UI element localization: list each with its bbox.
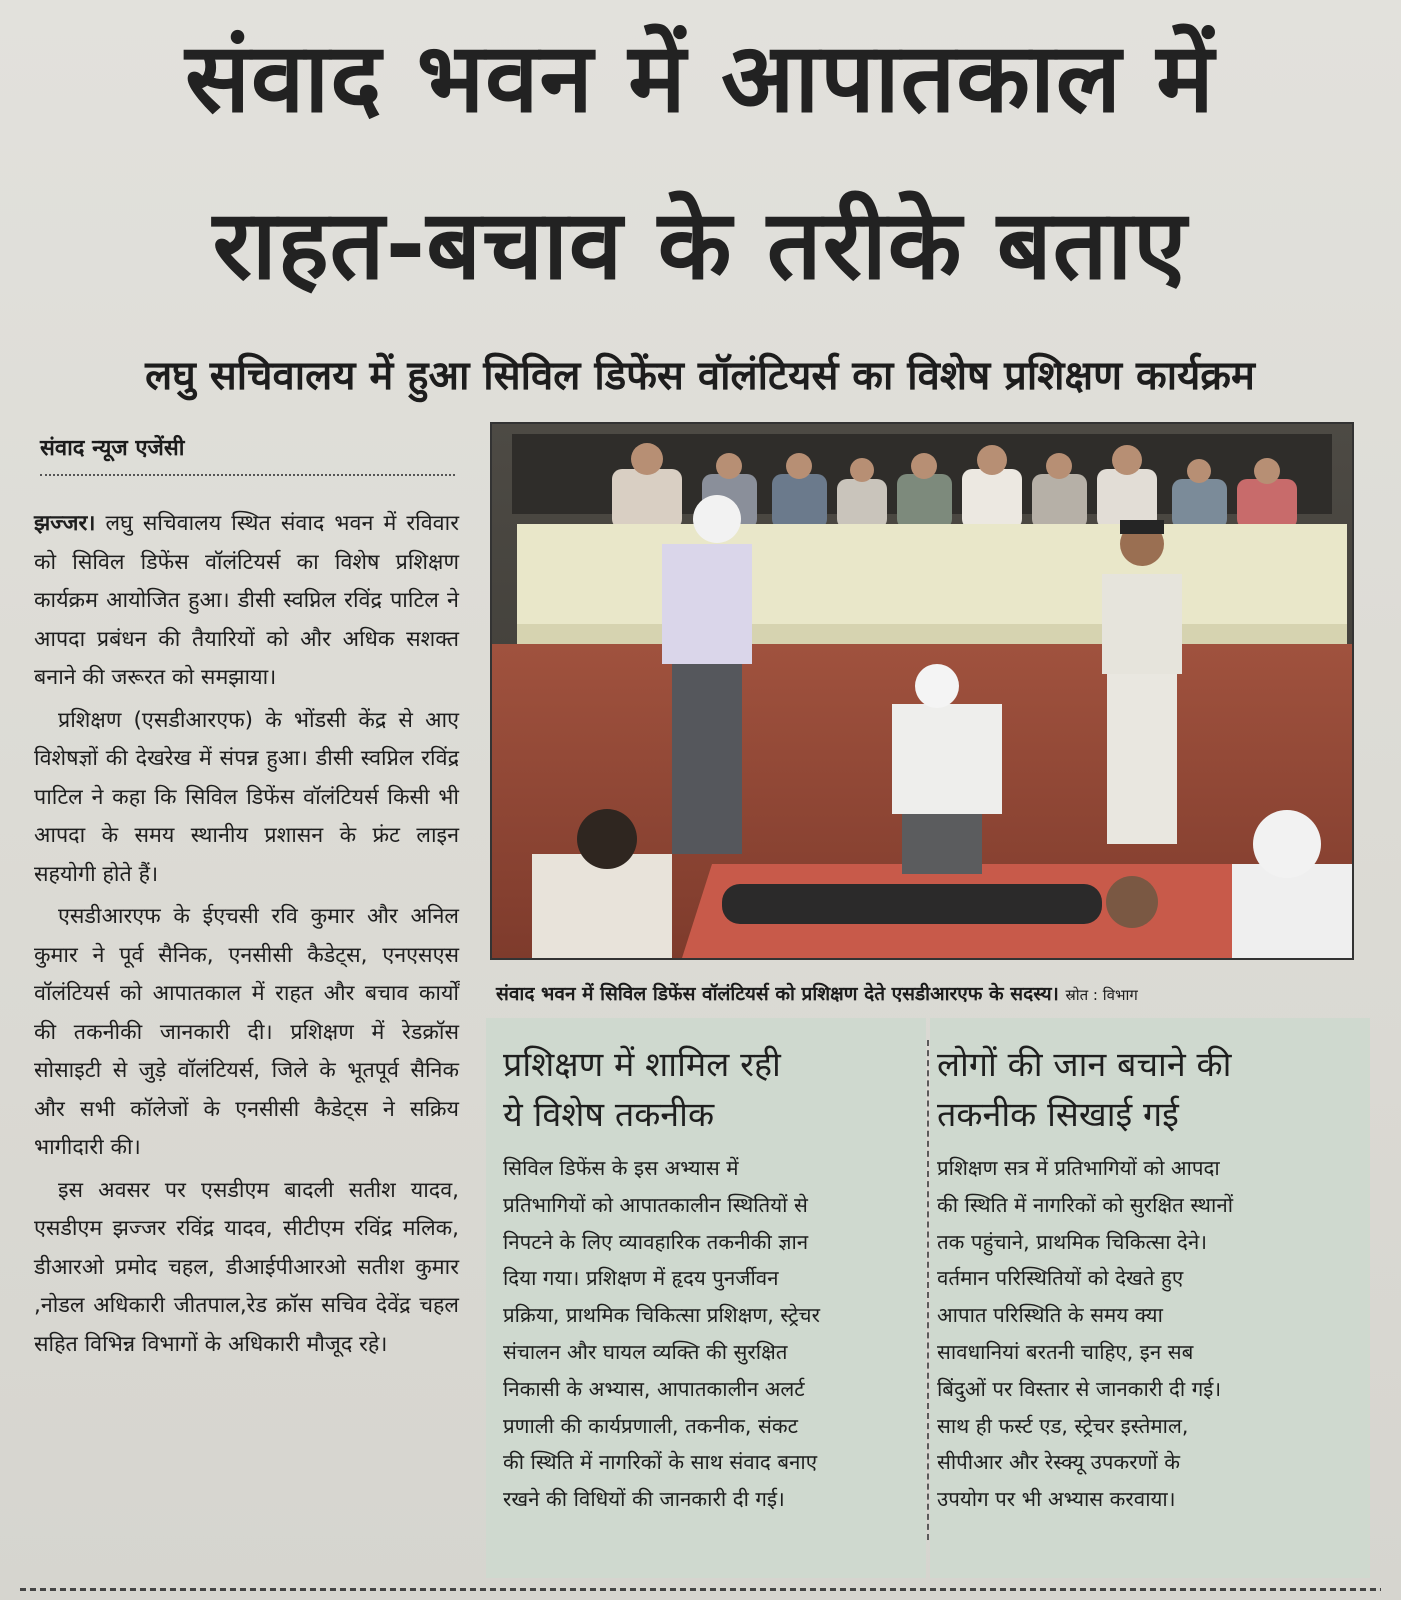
photo-credit: स्रोत : विभाग: [1065, 986, 1138, 1004]
sidebar-right-line: आपात परिस्थिति के समय क्या: [937, 1303, 1163, 1328]
sidebar-right-title-line-2: तकनीक सिखाई गई: [937, 1095, 1179, 1135]
sidebar-left-line: प्रणाली की कार्यप्रणाली, तकनीक, संकट: [503, 1413, 798, 1438]
sidebar-left-line: निपटने के लिए व्यावहारिक तकनीकी ज्ञान: [503, 1229, 809, 1254]
sidebar-right-line: तक पहुंचाने, प्राथमिक चिकित्सा देने।: [937, 1229, 1208, 1254]
sidebar-right-line: साथ ही फर्स्ट एड, स्ट्रेचर इस्तेमाल,: [937, 1413, 1189, 1438]
sidebar-left-line: सिविल डिफेंस के इस अभ्यास में: [503, 1156, 739, 1180]
sidebar-right-title-line-1: लोगों की जान बचाने की: [937, 1045, 1232, 1085]
sidebar-right-line: की स्थिति में नागरिकों को सुरक्षित स्थानों: [937, 1192, 1234, 1217]
sidebar-left-line: प्रतिभागियों को आपातकालीन स्थितियों से: [503, 1192, 808, 1217]
sidebar-right-line: बिंदुओं पर विस्तार से जानकारी दी गई।: [937, 1376, 1222, 1401]
subheadline: लघु सचिवालय में हुआ सिविल डिफेंस वॉलंटियर्स का विशेष प्रशिक्षण कार्यक्रम: [145, 353, 1255, 399]
sidebar-left-line: दिया गया। प्रशिक्षण में हृदय पुनर्जीवन: [503, 1266, 779, 1291]
article-paragraph-3: एसडीआरएफ के ईएचसी रवि कुमार और अनिल कुमार ने पूर्व सैनिक, एनसीसी कैडेट्स, एनएसएस वॉलंटियर्स को आपातकाल में राहत और बचाव कार्यों की तकनीकी जानकारी दी। प्रशिक्षण में रेडक्रॉस सोसाइटी से जुड़े वॉलंटियर्स, जिले के भूतपूर्व सैनिक और सभी कॉलेजों के एनसीसी कैडेट्स ने सक्रिय भागीदारी की।: [34, 904, 459, 1160]
sidebar-left-line: की स्थिति में नागरिकों के साथ संवाद बनाए: [503, 1450, 818, 1475]
article-paragraph-4: इस अवसर पर एसडीएम बादली सतीश यादव, एसडीएम झज्जर रविंद्र यादव, सीटीएम रविंद्र मलिक, डीआरओ प्रमोद चहल, डीआईपीआरओ सतीश कुमार ,नोडल अधिकारी जीतपाल,रेड क्रॉस सचिव देवेंद्र चहल सहित विभिन्न विभागों के अधिकारी मौजूद रहे।: [34, 1177, 459, 1357]
photo-caption: [496, 978, 1356, 1011]
article-body: [34, 505, 459, 1368]
sidebar-right-line: उपयोग पर भी अभ्यास करवाया।: [937, 1487, 1176, 1512]
sidebar-right-line: सीपीआर और रेस्क्यू उपकरणों के: [937, 1450, 1180, 1475]
article-paragraph-1-text: लघु सचिवालय स्थित संवाद भवन में रविवार को सिविल डिफेंस वॉलंटियर्स का विशेष प्रशिक्षण कार्यक्रम आयोजित हुआ। डीसी स्वप्निल रविंद्र पाटिल ने आपदा प्रबंधन की तैयारियों को और अधिक सशक्त बनाने की जरूरत को समझाया।: [34, 511, 459, 690]
headline-line-2: राहत-बचाव के तरीके बताए: [212, 189, 1188, 301]
sidebar-left-line: निकासी के अभ्यास, आपातकालीन अलर्ट: [503, 1376, 805, 1401]
training-photo: [490, 422, 1354, 960]
photo-caption-text: संवाद भवन में सिविल डिफेंस वॉलंटियर्स को प्रशिक्षण देते एसडीआरएफ के सदस्य।: [496, 983, 1059, 1005]
sidebar-left-title-line-2: ये विशेष तकनीक: [503, 1095, 715, 1135]
sidebar-left-line: रखने की विधियों की जानकारी दी गई।: [503, 1487, 785, 1512]
sidebar-left-line: प्रक्रिया, प्राथमिक चिकित्सा प्रशिक्षण, स्ट्रेचर: [503, 1303, 820, 1328]
byline: संवाद न्यूज एजेंसी: [40, 432, 455, 476]
headline-line-1: संवाद भवन में आपातकाल में: [185, 22, 1215, 134]
article-paragraph-2: प्रशिक्षण (एसडीआरएफ) के भोंडसी केंद्र से आए विशेषज्ञों की देखरेख में संपन्न हुआ। डीसी स्वप्निल रविंद्र पाटिल ने कहा कि सिविल डिफेंस वॉलंटियर्स किसी भी आपदा के समय स्थानीय प्रशासन के फ्रंट लाइन सहयोगी होते हैं।: [34, 707, 459, 887]
sidebar-right-line: वर्तमान परिस्थितियों को देखते हुए: [937, 1266, 1184, 1291]
sidebar-left-body: [503, 1150, 923, 1518]
article-paragraph-1: [34, 505, 459, 698]
bottom-border-rule: [20, 1588, 1381, 1591]
sidebar-right-body: [937, 1150, 1357, 1518]
dateline: झज्जर।: [34, 511, 96, 536]
sidebar-right-line: प्रशिक्षण सत्र में प्रतिभागियों को आपदा: [937, 1156, 1220, 1180]
sidebar-left-title-line-1: प्रशिक्षण में शामिल रही: [503, 1045, 781, 1085]
sidebar-right-line: सावधानियां बरतनी चाहिए, इन सब: [937, 1339, 1194, 1364]
sidebar-left-line: संचालन और घायल व्यक्ति की सुरक्षित: [503, 1339, 788, 1364]
column-divider: [927, 1040, 929, 1540]
training-photo-illustration: [492, 424, 1352, 958]
